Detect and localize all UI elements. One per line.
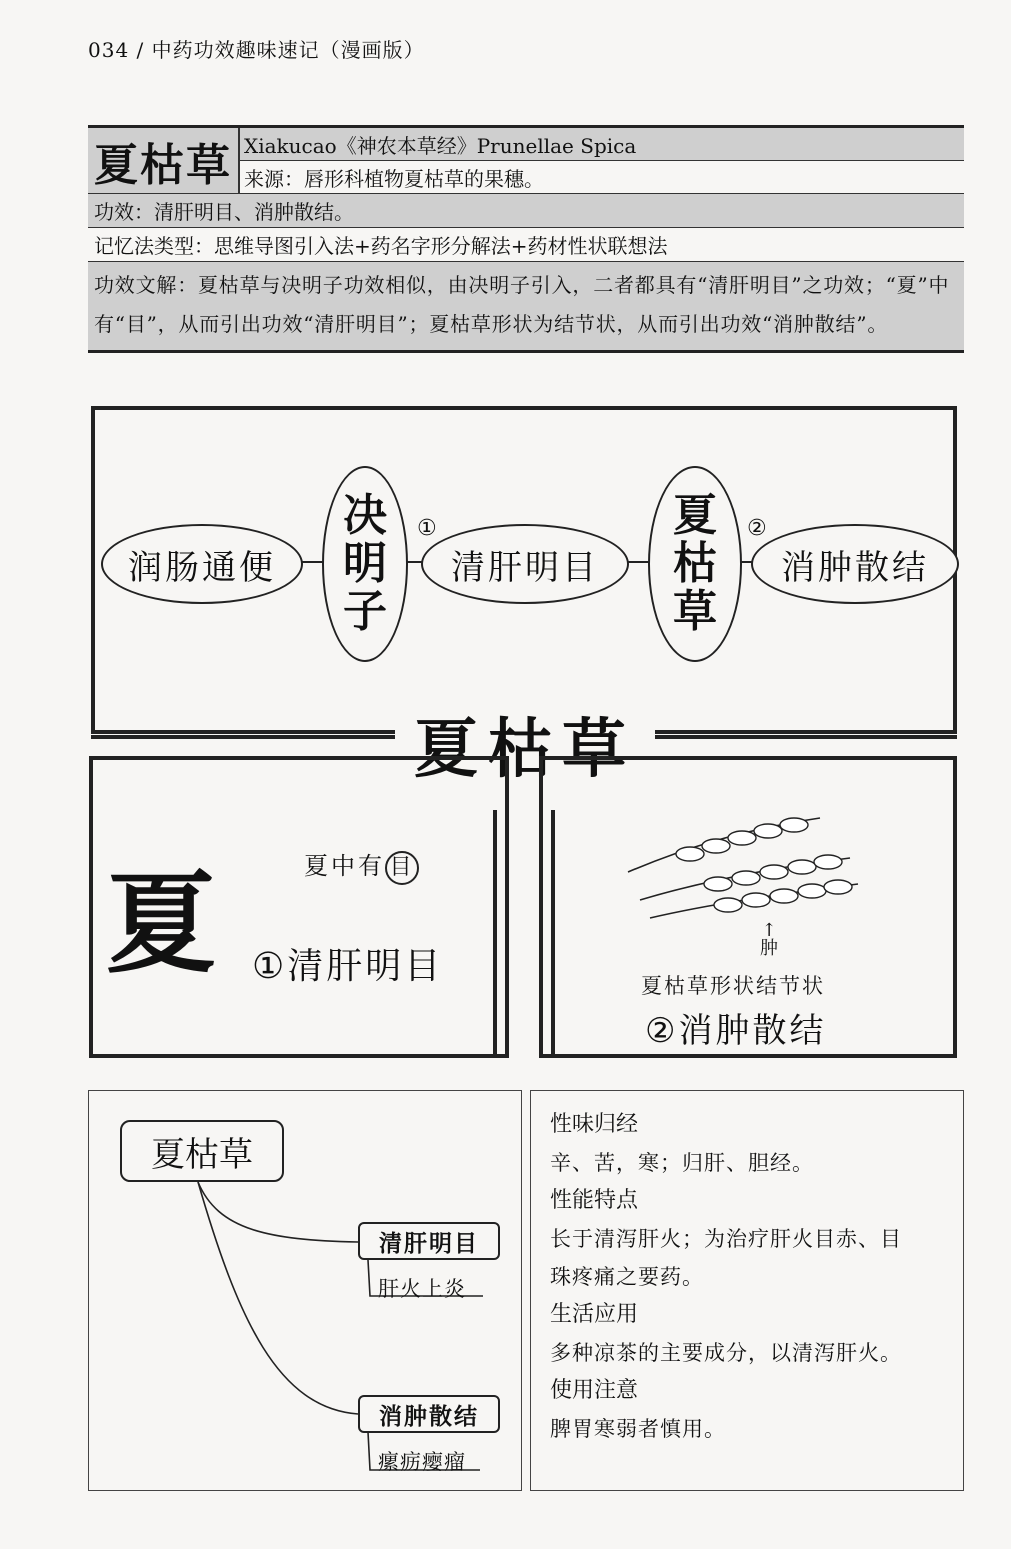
- node-runchang-tongbian: 润肠通便: [101, 524, 303, 604]
- character-note: [304, 846, 419, 885]
- herb-title-details: [240, 128, 964, 193]
- effect-label-1: ①清肝明目: [252, 946, 444, 987]
- node-xiakucao-char: 草: [673, 586, 717, 637]
- node-juemingzi: [322, 466, 408, 662]
- mindmap-branch-xiaozhong: 消肿散结: [358, 1395, 500, 1433]
- properties-heading-uses: 生活应用: [550, 1302, 639, 1327]
- herb-explanation: 功效文解：夏枯草与决明子功效相似，由决明子引入，二者都具有“清肝明目”之功效；“夏”中有“目”，从而引出功效“清肝明目”；夏枯草形状为结节状，从而引出功效“消肿散结”。: [88, 262, 964, 350]
- character-note-text: 夏中有: [304, 852, 385, 880]
- calligraphy-title: 夏枯草: [395, 698, 655, 790]
- herb-memory-method: 记忆法类型：思维导图引入法+药名字形分解法+药材性状联想法: [88, 228, 964, 262]
- properties-heading-nature: 性味归经: [550, 1112, 639, 1137]
- step-number-2: ②: [747, 516, 767, 541]
- herb-spike-illustration: [620, 800, 870, 930]
- up-arrow-icon: ↑: [761, 920, 777, 941]
- mind-map-diagram: [91, 406, 957, 734]
- big-character: 夏: [106, 859, 216, 988]
- node-xiakucao-char: 夏: [673, 490, 717, 541]
- node-qinggan-mingmu: 清肝明目: [421, 524, 629, 604]
- mindmap-leaf-luoli: 瘰疬瘿瘤: [378, 1450, 466, 1474]
- swelling-label: 肿: [760, 938, 778, 959]
- branch-curve: [198, 1182, 358, 1414]
- title-divider-right: [655, 735, 957, 739]
- node-xiakucao: [648, 466, 742, 662]
- herb-properties-text: [550, 1106, 950, 1448]
- herb-source: 来源：唇形科植物夏枯草的果穗。: [240, 161, 964, 193]
- node-juemingzi-char: 子: [343, 586, 387, 637]
- herb-name: 夏枯草: [88, 128, 240, 193]
- mindmap-root-node: 夏枯草: [120, 1120, 284, 1182]
- herb-effect: 功效：清肝明目、消肿散结。: [88, 194, 964, 228]
- herb-info-table: [88, 125, 964, 353]
- node-juemingzi-char: 决: [343, 490, 387, 541]
- title-divider-left: [91, 735, 395, 739]
- effect-label-2: ②消肿散结: [645, 1011, 827, 1051]
- properties-nature: 辛、苦，寒；归肝、胆经。: [550, 1151, 814, 1175]
- node-xiaozhong-sanjie: 消肿散结: [751, 524, 959, 604]
- step-number-1: ①: [417, 516, 437, 541]
- herb-pinyin-latin: Xiakucao《神农本草经》Prunellae Spica: [240, 128, 964, 161]
- circled-character: 目: [385, 851, 419, 885]
- properties-uses: 多种凉茶的主要成分，以清泻肝火。: [550, 1341, 902, 1365]
- branch-curve: [198, 1182, 358, 1242]
- node-xiakucao-char: 枯: [673, 538, 717, 589]
- mindmap-leaf-ganhuo: 肝火上炎: [378, 1277, 466, 1301]
- mindmap-branch-qinggan: 清肝明目: [358, 1222, 500, 1260]
- properties-features-line2: 珠疼痛之要药。: [550, 1265, 704, 1289]
- page-header: 034 / 中药功效趣味速记（漫画版）: [88, 38, 425, 62]
- properties-features-line1: 长于清泻肝火；为治疗肝火目赤、目: [550, 1227, 902, 1251]
- properties-heading-cautions: 使用注意: [550, 1378, 639, 1403]
- properties-heading-features: 性能特点: [550, 1188, 639, 1213]
- herb-title-row: [88, 128, 964, 194]
- shape-note: 夏枯草形状结节状: [641, 974, 825, 998]
- node-juemingzi-char: 明: [343, 538, 387, 589]
- swelling-arrow-note: [760, 922, 778, 958]
- properties-cautions: 脾胃寒弱者慎用。: [550, 1417, 726, 1441]
